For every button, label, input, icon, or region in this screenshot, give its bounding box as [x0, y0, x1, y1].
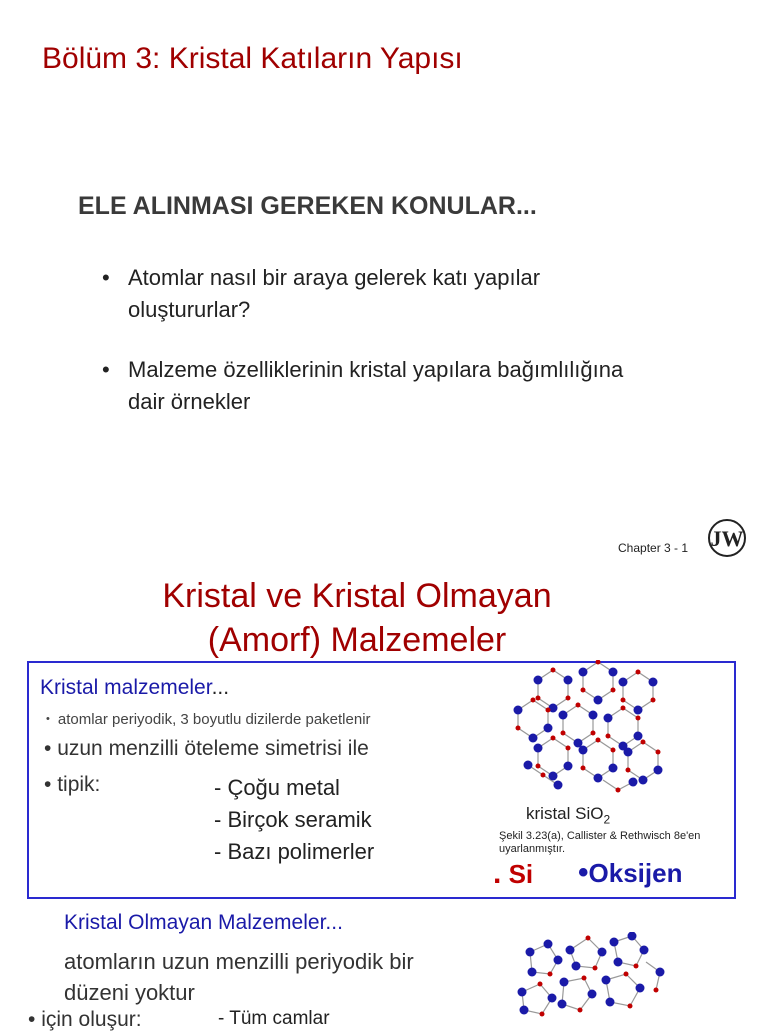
slide1-title: Bölüm 3: Kristal Katıların Yapısı	[42, 42, 463, 75]
bullet-text: tipik:	[57, 773, 101, 796]
crystalline-heading	[40, 676, 229, 700]
crystalline-heading-text: Kristal malzemeler	[40, 676, 212, 699]
bullet-dot: •	[102, 357, 110, 382]
amorphous-sio2-diagram	[510, 932, 670, 1024]
amorphous-heading: Kristal Olmayan Malzemeler...	[64, 911, 343, 934]
crystalline-small-bullet	[46, 711, 371, 728]
slide2-title-line2: (Amorf) Malzemeler	[207, 621, 507, 659]
bullet-text: Malzeme özelliklerinin kristal yapılara bağımlılığına dair örnekler	[128, 357, 624, 414]
bullet-text: uzun menzilli öteleme simetrisi ile	[57, 737, 369, 760]
bullet-dot: •	[44, 737, 52, 760]
slide-footer: Chapter 3 - 1	[618, 541, 689, 555]
bullet-text: için oluşur:	[41, 1008, 142, 1031]
slide1-subtitle: ELE ALINMASI GEREKEN KONULAR...	[78, 192, 537, 220]
legend-oxygen-dot: •	[578, 856, 589, 889]
bullet-dot: •	[28, 1008, 36, 1031]
bullet-dot: •	[44, 773, 52, 796]
example-metal: - Çoğu metal	[214, 775, 340, 800]
crystalline-heading-suffix: ...	[211, 676, 230, 699]
figure-caption: Şekil 3.23(a), Callister & Rethwisch 8e'en uyarlanmıştır.	[499, 830, 701, 855]
legend-si-text: Si	[508, 859, 534, 889]
amorphous-bullet-1	[28, 1008, 142, 1032]
figure-label-text: kristal SiO	[526, 804, 604, 823]
bullet-dot: •	[46, 713, 50, 725]
legend-si	[493, 857, 533, 891]
amorphous-example-glass: - Tüm camlar	[218, 1008, 330, 1029]
legend-si-dot: .	[493, 857, 502, 890]
bullet-dot: •	[102, 265, 110, 290]
logo-text: JW	[710, 526, 744, 551]
small-bullet-text: atomlar periyodik, 3 boyutlu dizilerde paketlenir	[57, 711, 371, 728]
slide2-title-line1: Kristal ve Kristal Olmayan	[162, 577, 552, 615]
legend-oxygen-text: Oksijen	[588, 858, 683, 888]
example-polymer: - Bazı polimerler	[214, 839, 375, 864]
bullet-text: Atomlar nasıl bir araya gelerek katı yapılar oluştururlar?	[128, 265, 541, 322]
legend-oxygen	[578, 858, 682, 889]
publisher-logo	[707, 518, 747, 558]
figure-label-subscript: 2	[603, 812, 611, 827]
slide2-title	[0, 574, 714, 662]
crystalline-sio2-diagram	[508, 660, 678, 800]
crystalline-bullet-1	[44, 737, 369, 761]
crystalline-bullet-2	[44, 773, 100, 797]
amorphous-description: atomların uzun menzilli periyodik bir düzeni yoktur	[64, 949, 414, 1005]
figure-label	[526, 804, 610, 826]
example-ceramic: - Birçok seramik	[214, 807, 372, 832]
